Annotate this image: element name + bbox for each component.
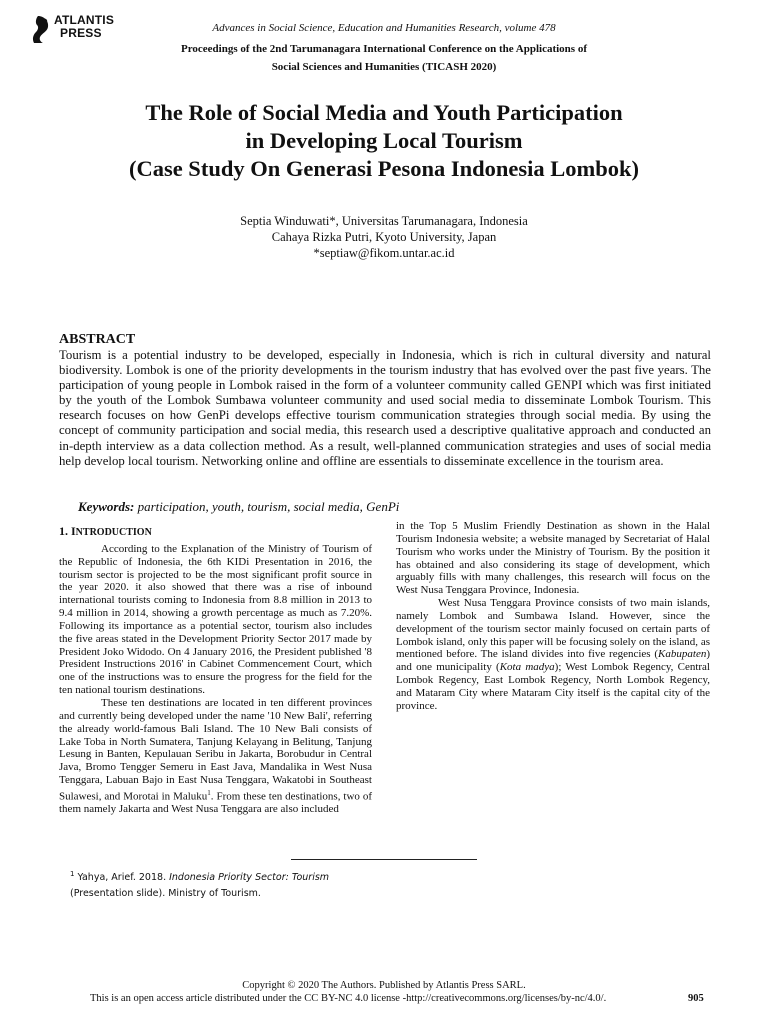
footnote-divider (291, 859, 477, 860)
logo-line1: ATLANTIS (54, 13, 115, 27)
abstract-heading: ABSTRACT (59, 332, 136, 347)
right-column (396, 520, 710, 713)
author-1: Septia Winduwati*, Universitas Tarumanagara, Indonesia (240, 214, 528, 228)
section-heading-introduction (59, 525, 372, 540)
logo-text (54, 14, 114, 40)
title-line2: in Developing Local Tourism (245, 128, 523, 153)
footnote-line1 (70, 866, 470, 886)
intro-paragraph-1: According to the Explanation of the Ministry of Tourism of the Republic of Indonesia, the 6th KIDi Presentation in 2016, the tourism sector is projected to be the most significant profit source in the year 2020. it also showed that there was a rise of inbound international tourists coming to Indonesia from 8.8 million in 2013 to 9.4 million in 2014, showing a growth percentage as much as 7.20%. Following its importance as a potential sector, tourism also includes the five areas stated in the Development Priority Sector 2017 made by President Joko Widodo. On 4 January 2016, the President published '8 President Instructions 2016' in Cabinet Commencement Court, which one of the instructions was to ensure the progress for the field for the ten national tourism destinations. (59, 542, 372, 697)
left-column (59, 525, 372, 816)
author-2: Cahaya Rizka Putri, Kyoto University, Japan (271, 230, 497, 244)
series-title: Advances in Social Science, Education and Humanities Research, volume 478 (212, 22, 556, 34)
term-kabupaten: Kabupaten (658, 648, 707, 661)
footnote-line2: (Presentation slide). Ministry of Tourism. (70, 888, 261, 900)
keywords-label: Keywords: (78, 499, 135, 514)
intro-paragraph-3-text-b: ) and one municipality ( (396, 648, 710, 674)
logo-line2: PRESS (60, 26, 102, 40)
intro-paragraph-2-text-b: . From these ten destinations, two of them namely Jakarta and West Nusa Tenggara are also included (59, 790, 372, 816)
proceedings-title (120, 40, 648, 76)
license-line: This is an open access article distributed under the CC BY-NC 4.0 license -http://creativecommons.org/licenses/by-nc/4.0/. (90, 993, 607, 1004)
proceedings-line2: Social Sciences and Humanities (TICASH 2020) (271, 61, 497, 73)
section-number: 1. I (59, 524, 76, 538)
author-email: *septiaw@fikom.untar.ac.id (313, 246, 455, 260)
intro-paragraph-3 (396, 597, 710, 713)
footnote-text-a: Yahya, Arief. 2018. (74, 872, 170, 884)
title-line3: (Case Study On Generasi Pesona Indonesia Lombok) (128, 156, 640, 181)
intro-paragraph-3-text-c: ); West Lombok Regency, Central Lombok Regency, East Lombok Regency, North Lombok Regency, and Mataram City where Mataram City itself is the capital city of the province. (396, 661, 710, 712)
term-kota-madya: Kota madya (499, 661, 555, 674)
copyright-line: Copyright © 2020 The Authors. Published by Atlantis Press SARL. (242, 980, 526, 991)
keywords-text: participation, youth, tourism, social media, GenPi (137, 499, 400, 514)
section-heading-rest: NTRODUCTION (75, 527, 152, 538)
footnote (70, 866, 470, 902)
footnote-ref: 1 (207, 788, 211, 797)
abstract-text: Tourism is a potential industry to be developed, especially in Indonesia, which is rich in cultural diversity and natural biodiversity. Lombok is one of the priority developments in the tourism industry that has evolved over the past five years. The participation of young people in Lombok raised in the form of a volunteer community called GENPI which was first initiated by the youth of the Lombok Sumbawa volunteer community and used social media to disseminate Lombok Tourism. This research focuses on how GenPi develops effective tourism communication strategies through social media. By using the concept of community participation and social media, this research used a descriptive qualitative approach and conducted an in-depth interview as a data collection method. As a result, well-planned communication strategies and uses of social media help develop local tourism. Networking online and offline are essentials to disseminate excellence in the tourism area. (59, 348, 711, 468)
page-number: 905 (688, 993, 704, 1004)
author-block (150, 213, 618, 261)
intro-paragraph-3-text-a: West Nusa Tenggara Province consists of two main islands, namely Lombok and Sumbawa Island. However, since the development of the tourism sector mainly focused on certain parts of Lombok island, only this paper will be focusing solely on the island, as mentioned before. The island divides into five regencies ( (396, 597, 710, 661)
paper-title (40, 99, 728, 183)
proceedings-line1: Proceedings of the 2nd Tarumanagara International Conference on the Applications of (181, 43, 587, 55)
footnote-text-italic: Indonesia Priority Sector: Tourism (169, 872, 330, 884)
intro-paragraph-2 (59, 697, 372, 816)
atlantis-logo-icon (30, 14, 52, 44)
intro-paragraph-2-continued: in the Top 5 Muslim Friendly Destination as shown in the Halal Tourism Indonesia website; a website managed by Secretariat of Halal Tourism who works under the Ministry of Tourism. By the position it has obtained and also considering its stage of development, which arguably fills with many challenges, this research will focus on the West Nusa Tenggara Province, Indonesia. (396, 520, 710, 597)
footnote-mark: 1 (70, 870, 75, 878)
keywords-line (78, 499, 399, 515)
intro-paragraph-2-text-a: These ten destinations are located in ten different provinces and currently being developed under the name '10 New Bali', referring the already world-famous Bali Island. The 10 New Bali consists of Lake Toba in North Sumatera, Tanjung Kelayang in Belitung, Tanjung Lesung in Banten, Kepulauan Seribu in Jakarta, Borobudur in Central Java, Bromo Tengger Semeru in East Java, Mandalika in West Nusa Tenggara, Labuan Bajo in East Nusa Tenggara, Wakatobi in Southeast Sulawesi, and Morotai in Maluku (59, 696, 372, 803)
title-line1: The Role of Social Media and Youth Participation (145, 100, 623, 125)
